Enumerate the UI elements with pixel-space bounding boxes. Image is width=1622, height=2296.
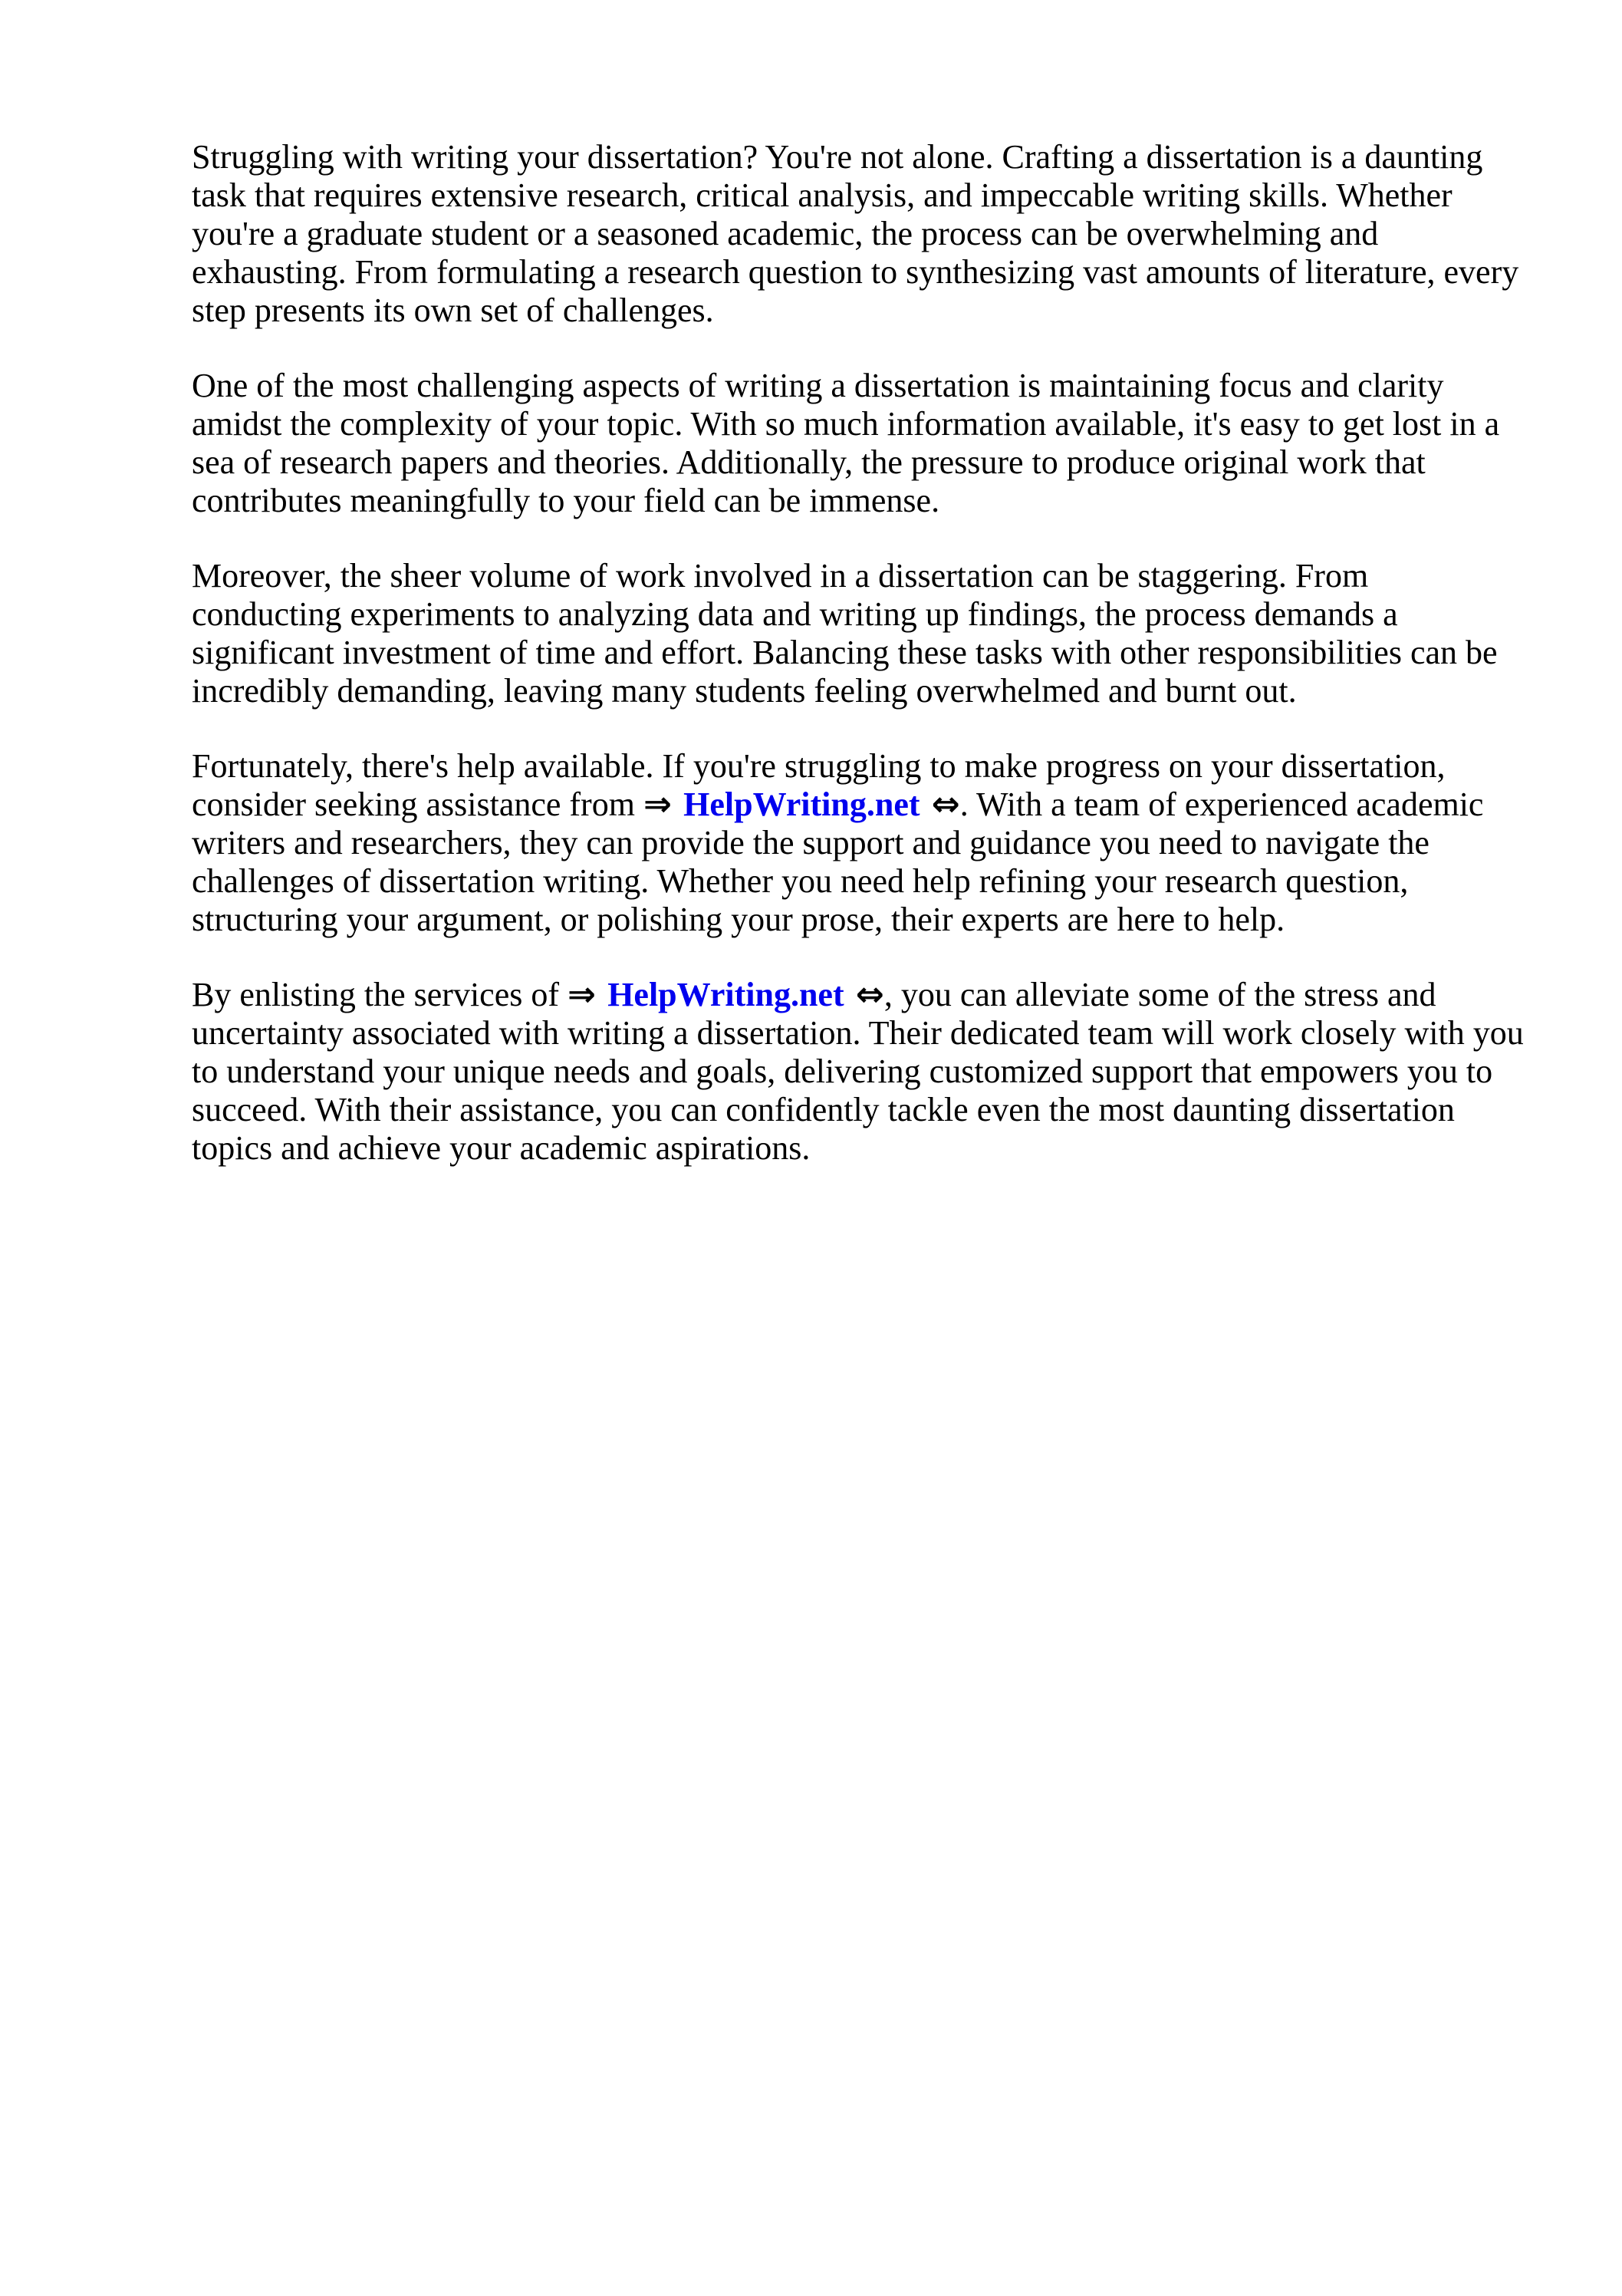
paragraph-volume [192, 557, 1526, 710]
paragraph-help-available [192, 747, 1526, 939]
paragraph-help-post-text: . With a team of experienced academic writers and researchers, they can provide the support and guidance you need to navigate the challenges of dissertation writing. Whether you need help refining your research question, structuring your argument, or polishing your prose, their experts are here to help. [192, 786, 1484, 938]
paragraph-challenges-text: One of the most challenging aspects of writing a dissertation is maintaining focus and clarity amidst the complexity of your topic. With so much information available, it's easy to get lost in a sea of research papers and theories. Additionally, the pressure to produce original work that contributes meaningfully to your field can be immense. [192, 367, 1500, 519]
paragraph-intro [192, 138, 1526, 330]
paragraph-volume-text: Moreover, the sheer volume of work involved in a dissertation can be staggering. From conducting experiments to analyzing data and writing up findings, the process demands a significant investment of time and effort. Balancing these tasks with other responsibilities can be incredibly demanding, leaving many students feeling overwhelmed and burnt out. [192, 557, 1498, 710]
paragraph-help-pre-text: Fortunately, there's help available. If you're struggling to make progress on your dissertation, consider seeking assistance from [192, 747, 1446, 823]
paragraph-enlisting-post-text: , you can alleviate some of the stress and uncertainty associated with writing a dissertation. Their dedicated team will work closely with you to understand your unique needs and goals, delivering customized support that empowers you to succeed. With their assistance, you can confidently tackle even the most daunting dissertation topics and achieve your academic aspirations. [192, 976, 1524, 1167]
double-arrow-right-icon: ⇒ [568, 975, 608, 1014]
paragraph-enlisting [192, 976, 1526, 1168]
helpwriting-link[interactable]: HelpWriting.net [607, 976, 844, 1013]
double-arrow-left-right-icon: ⇔ [920, 785, 960, 824]
document-content [192, 138, 1526, 1204]
paragraph-challenges [192, 367, 1526, 520]
paragraph-intro-text: Struggling with writing your dissertation? You're not alone. Crafting a dissertation is a daunting task that requires extensive research, critical analysis, and impeccable writing skills. Whether you're a graduate student or a seasoned academic, the process can be overwhelming and exhausting. From formulating a research question to synthesizing vast amounts of literature, every step presents its own set of challenges. [192, 138, 1519, 329]
paragraph-enlisting-pre-text: By enlisting the services of [192, 976, 568, 1013]
helpwriting-link[interactable]: HelpWriting.net [683, 786, 920, 823]
double-arrow-left-right-icon: ⇔ [844, 975, 884, 1014]
double-arrow-right-icon: ⇒ [643, 785, 684, 824]
